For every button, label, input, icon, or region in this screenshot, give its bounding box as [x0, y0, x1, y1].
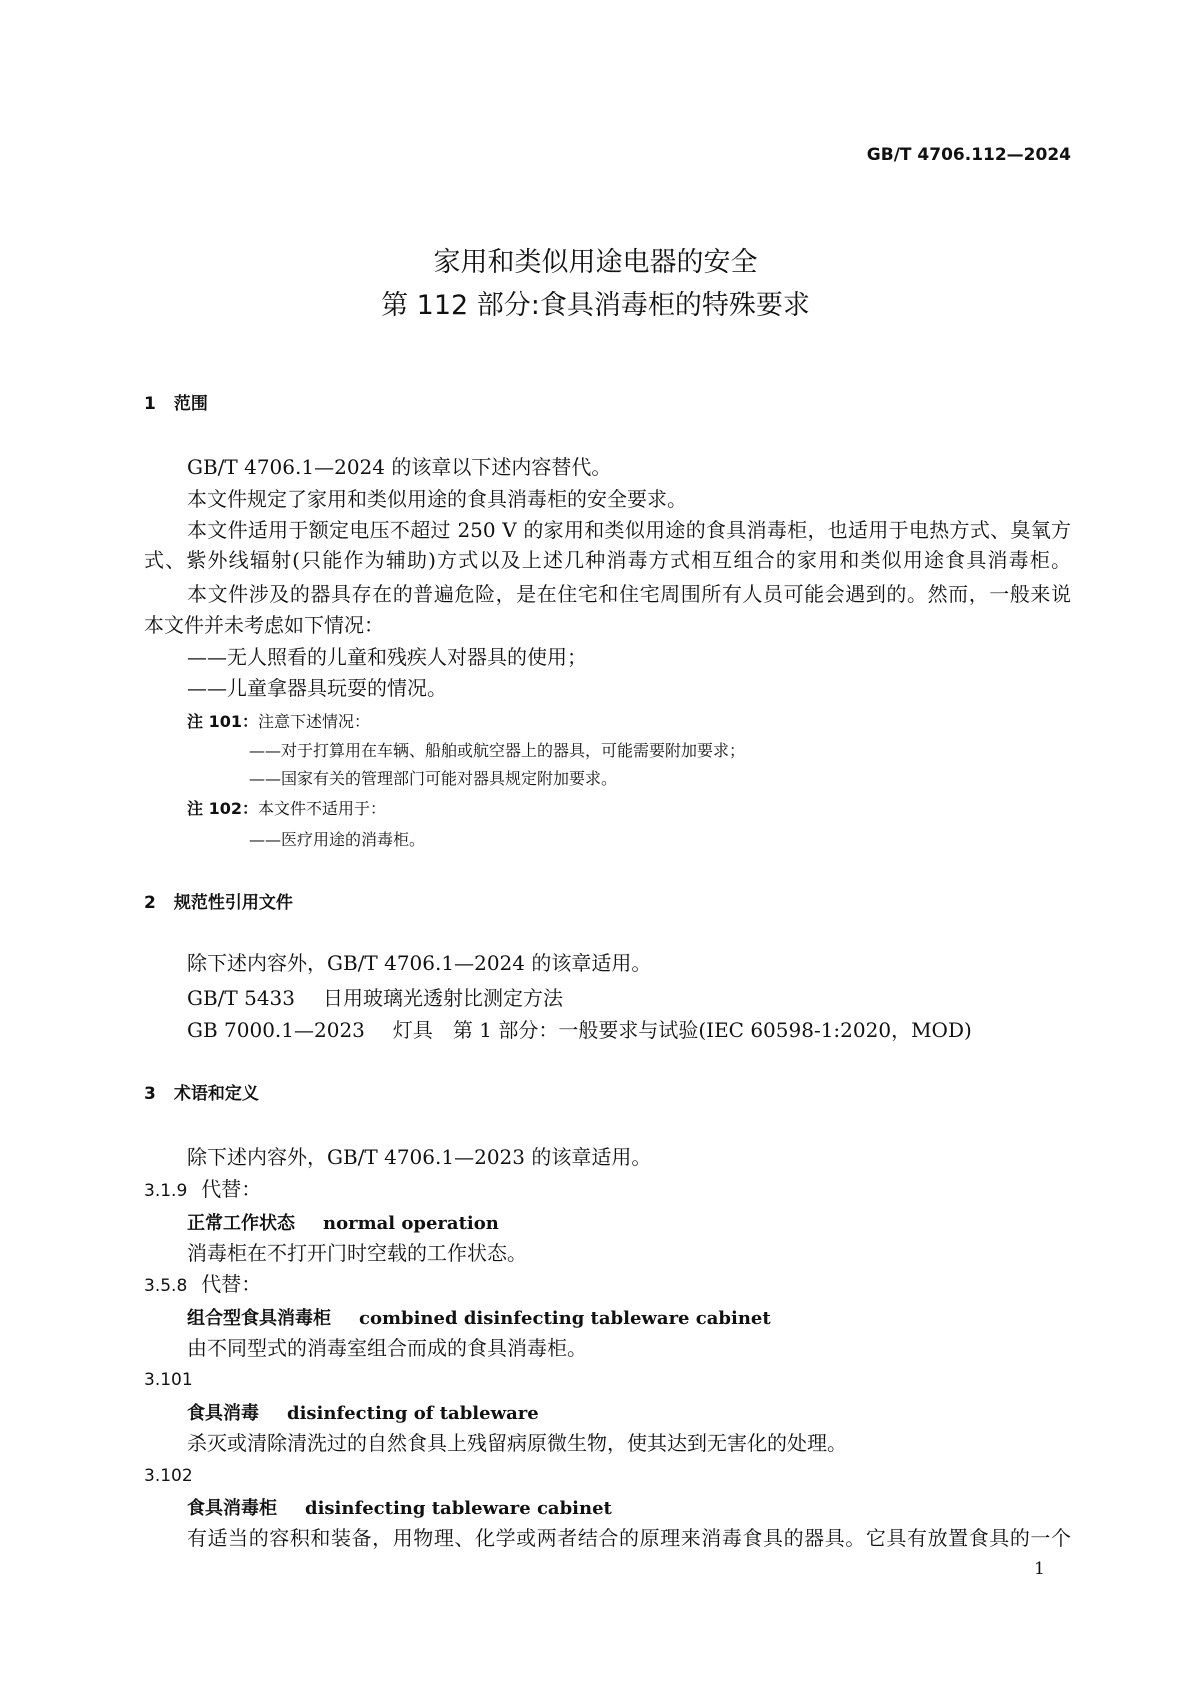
section-3-heading: [144, 1082, 259, 1106]
section-number: 2: [144, 893, 156, 913]
note-102: [187, 797, 386, 821]
term-zh: 食具消毒柜: [187, 1498, 277, 1519]
reference-item: [187, 986, 563, 1010]
paragraph: 本文件规定了家用和类似用途的食具消毒柜的安全要求。: [187, 487, 687, 511]
term-name: [187, 1210, 499, 1236]
document-number: GB/T 4706.112—2024: [866, 145, 1071, 165]
reference-item: [187, 1018, 972, 1042]
section-number: 3: [144, 1084, 156, 1104]
section-title: 术语和定义: [173, 1084, 259, 1104]
term-number: 3.5.8: [144, 1276, 188, 1296]
term-name: [187, 1400, 539, 1426]
section-title: 范围: [173, 394, 208, 414]
reference-title: 灯具 第 1 部分：一般要求与试验(IEC 60598-1:2020，MOD): [392, 1018, 972, 1042]
paragraph: 本文件并未考虑如下情况：: [144, 613, 384, 637]
term-definition: 杀灭或清除清洗过的自然食具上残留病原微生物，使其达到无害化的处理。: [187, 1431, 847, 1455]
term-definition: 有适当的容积和装备，用物理、化学或两者结合的原理来消毒食具的器具。它具有放置食具的一个: [187, 1526, 1071, 1550]
term-definition: 消毒柜在不打开门时空载的工作状态。: [187, 1241, 527, 1265]
term-name: [187, 1495, 612, 1521]
title-line-1: 家用和类似用途电器的安全: [433, 247, 758, 278]
term-en: disinfecting tableware cabinet: [305, 1498, 612, 1519]
paragraph: 除下述内容外，GB/T 4706.1—2023 的该章适用。: [187, 1145, 652, 1169]
term-zh: 组合型食具消毒柜: [187, 1308, 331, 1329]
term-note: 代替：: [201, 1272, 262, 1296]
term-id: 3.101: [144, 1370, 193, 1390]
term-name: [187, 1305, 771, 1331]
paragraph: 式、紫外线辐射(只能作为辅助)方式以及上述几种消毒方式相互组合的家用和类似用途食具消毒柜。: [144, 548, 1071, 572]
list-item: ——无人照看的儿童和残疾人对器具的使用；: [187, 645, 587, 669]
term-number: 3.1.9: [144, 1181, 188, 1201]
term-id: [144, 1272, 261, 1298]
term-en: combined disinfecting tableware cabinet: [359, 1308, 771, 1329]
term-en: disinfecting of tableware: [287, 1403, 539, 1424]
section-1-heading: [144, 392, 208, 416]
reference-code: GB/T 5433: [187, 986, 296, 1010]
paragraph: 除下述内容外，GB/T 4706.1—2024 的该章适用。: [187, 951, 652, 975]
reference-code: GB 7000.1—2023: [187, 1018, 365, 1042]
title-line-2: 第 112 部分:食具消毒柜的特殊要求: [381, 290, 810, 321]
note-text: 注意下述情况：: [257, 712, 370, 731]
note-label: 注 102：: [187, 799, 258, 818]
note-label: 注 101：: [187, 712, 258, 731]
term-zh: 食具消毒: [187, 1403, 259, 1424]
reference-title: 日用玻璃光透射比测定方法: [323, 986, 564, 1010]
page-number: 1: [1034, 1559, 1045, 1579]
list-item: ——儿童拿器具玩耍的情况。: [187, 676, 447, 700]
note-item: ——医疗用途的消毒柜。: [249, 830, 426, 849]
section-number: 1: [144, 394, 156, 414]
section-title: 规范性引用文件: [173, 893, 293, 913]
term-note: 代替：: [201, 1177, 262, 1201]
term-id: 3.102: [144, 1466, 193, 1486]
note-item: ——对于打算用在车辆、船舶或航空器上的器具，可能需要附加要求；: [249, 741, 746, 760]
term-id: [144, 1177, 261, 1203]
note-101: [187, 710, 370, 734]
paragraph: 本文件适用于额定电压不超过 250 V 的家用和类似用途的食具消毒柜，也适用于电热方式、臭氧方: [187, 518, 1071, 542]
paragraph: 本文件涉及的器具存在的普遍危险，是在住宅和住宅周围所有人员可能会遇到的。然而，一般来说: [187, 582, 1071, 606]
section-2-heading: [144, 891, 293, 915]
term-en: normal operation: [323, 1213, 499, 1234]
paragraph: GB/T 4706.1—2024 的该章以下述内容替代。: [187, 455, 612, 479]
term-zh: 正常工作状态: [187, 1213, 295, 1234]
note-text: 本文件不适用于：: [257, 799, 386, 818]
note-item: ——国家有关的管理部门可能对器具规定附加要求。: [249, 769, 618, 788]
term-definition: 由不同型式的消毒室组合而成的食具消毒柜。: [187, 1336, 587, 1360]
